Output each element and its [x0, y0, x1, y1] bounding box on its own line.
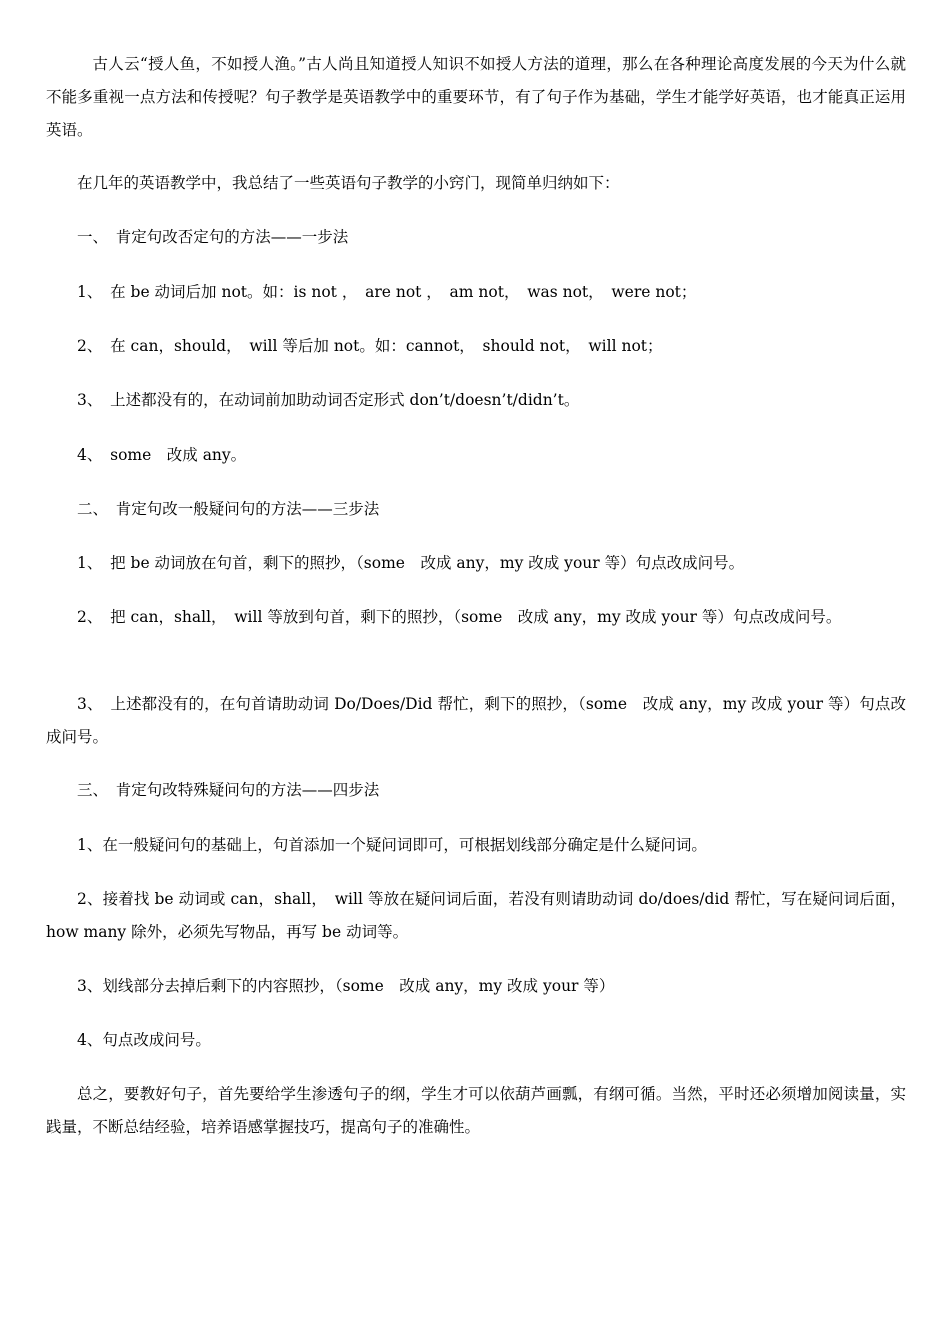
section-heading-2: 二、 肯定句改一般疑问句的方法——三步法 [77, 500, 380, 518]
list-item: 1、在一般疑问句的基础上，句首添加一个疑问词即可，可根据划线部分确定是什么疑问词。 [77, 836, 707, 854]
summary-intro-paragraph: 在几年的英语教学中，我总结了一些英语句子教学的小窍门，现简单归纳如下： [77, 174, 620, 192]
list-item: 2、接着找 be 动词或 can，shall， will 等放在疑问词后面，若没有则请助动词 do/does/did 帮忙，写在疑问词后面，how many 除外，必须先写物品，再写 be 动词等。 [46, 890, 906, 941]
conclusion-paragraph: 总之，要教好句子，首先要给学生渗透句子的纲，学生才可以依葫芦画瓢，有纲可循。当然，平时还必须增加阅读量，实践量，不断总结经验，培养语感掌握技巧，提高句子的准确性。 [46, 1085, 906, 1136]
document-page [46, 0, 906, 1344]
list-item: 3、 上述都没有的，在句首请助动词 Do/Does/Did 帮忙，剩下的照抄，（some 改成 any，my 改成 your 等）句点改成问号。 [46, 695, 906, 746]
list-item: 1、 把 be 动词放在句首，剩下的照抄，（some 改成 any，my 改成 your 等）句点改成问号。 [77, 554, 745, 572]
list-item: 3、划线部分去掉后剩下的内容照抄，（some 改成 any，my 改成 your 等） [77, 977, 615, 995]
list-item: 2、 在 can，should， will 等后加 not。如：cannot， should not， will not； [77, 337, 663, 355]
list-item: 4、句点改成问号。 [77, 1031, 211, 1049]
list-item: 2、 把 can，shall， will 等放到句首，剩下的照抄，（some 改成 any，my 改成 your 等）句点改成问号。 [77, 608, 842, 626]
list-item: 3、 上述都没有的，在动词前加助动词否定形式 don’t/doesn’t/didn’t。 [77, 391, 580, 409]
section-heading-1: 一、 肯定句改否定句的方法——一步法 [77, 228, 349, 246]
section-heading-3: 三、 肯定句改特殊疑问句的方法——四步法 [77, 781, 380, 799]
intro-paragraph: 古人云“授人鱼，不如授人渔。”古人尚且知道授人知识不如授人方法的道理，那么在各种理论高度发展的今天为什么就不能多重视一点方法和传授呢？句子教学是英语教学中的重要环节，有了句子作为基础，学生才能学好英语，也才能真正运用英语。 [46, 55, 906, 139]
list-item: 4、 some 改成 any。 [77, 446, 247, 464]
list-item: 1、 在 be 动词后加 not。如：is not ， are not ， am not， was not， were not； [77, 283, 697, 301]
